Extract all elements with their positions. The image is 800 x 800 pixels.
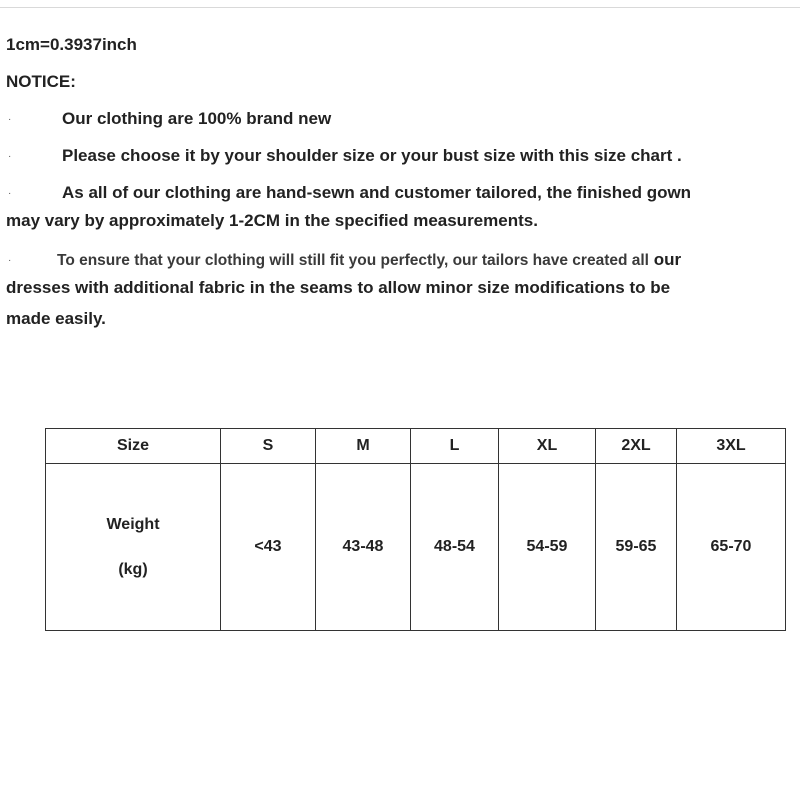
size-header: Size [46, 429, 221, 464]
note-brand-new: Our clothing are 100% brand new [62, 109, 332, 128]
weight-row [46, 463, 786, 630]
size-row [46, 429, 786, 464]
size-cell-3xl: 3XL [677, 429, 786, 464]
note-fit-line1-small: To ensure that your clothing will still fit you perfectly, our tailors have created all [57, 252, 649, 269]
weight-cell-3xl: 65-70 [677, 463, 786, 630]
size-cell-l: L [411, 429, 499, 464]
size-chart-table [45, 428, 786, 631]
weight-cell-m: 43-48 [316, 463, 411, 630]
note-tailored-line2: may vary by approximately 1-2CM in the specified measurements. [6, 211, 538, 230]
note-tailored-line1: As all of our clothing are hand-sewn and customer tailored, the finished gown [62, 183, 692, 202]
weight-cell-2xl: 59-65 [596, 463, 677, 630]
note-fit-line2: dresses with additional fabric in the seams to allow minor size modifications to be [6, 278, 671, 297]
notice-title: NOTICE: [6, 72, 76, 91]
bullet-1: · [8, 114, 12, 125]
weight-unit: (kg) [118, 560, 148, 578]
note-fit-line3: made easily. [6, 309, 106, 328]
size-cell-m: M [316, 429, 411, 464]
size-cell-s: S [221, 429, 316, 464]
weight-label: Weight [106, 515, 160, 533]
size-cell-2xl: 2XL [596, 429, 677, 464]
weight-cell-xl: 54-59 [499, 463, 596, 630]
note-size-choice: Please choose it by your shoulder size or your bust size with this size chart . [62, 146, 682, 165]
unit-conversion: 1cm=0.3937inch [6, 35, 137, 54]
weight-cell-l: 48-54 [411, 463, 499, 630]
bullet-4: · [8, 255, 12, 266]
note-fit-line1-big: our [653, 250, 682, 269]
size-cell-xl: XL [499, 429, 596, 464]
weight-header [46, 463, 221, 630]
bullet-2: · [8, 151, 12, 162]
bullet-3: · [8, 188, 12, 199]
top-divider [0, 7, 800, 8]
note-fit-line1 [57, 250, 681, 270]
weight-cell-s: <43 [221, 463, 316, 630]
